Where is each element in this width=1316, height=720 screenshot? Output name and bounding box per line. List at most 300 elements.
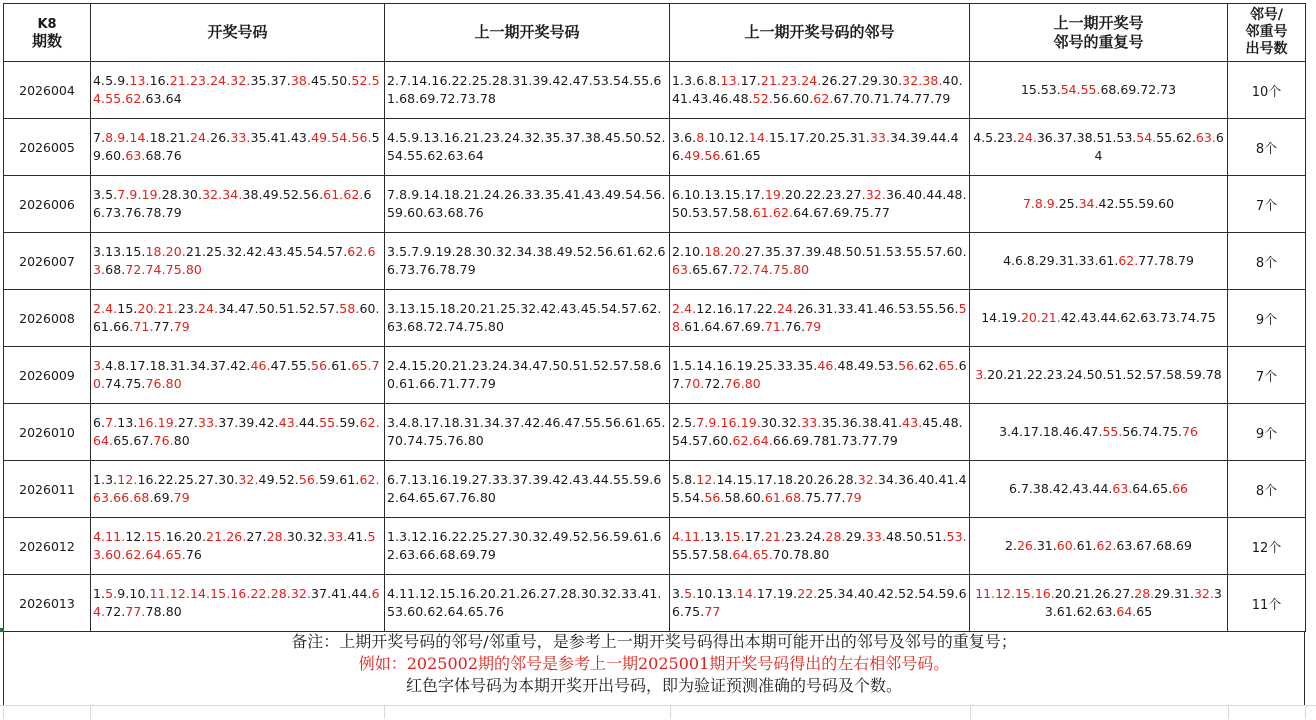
note-line-2: 例如：2025002期的邻号是参考上一期2025001期开奖号码得出的左右相邻号码。 <box>358 654 950 673</box>
hit-number: 22. <box>797 586 818 601</box>
table-row <box>4 119 1306 176</box>
number: 20.22.23.27. <box>785 187 866 202</box>
table-row <box>4 62 1306 119</box>
hit-number: 33. <box>198 415 219 430</box>
hit-number: 32.38. <box>902 73 943 88</box>
hit-count-cell: 10个 <box>1228 62 1306 119</box>
hit-number: 18.20. <box>704 244 745 259</box>
number: 27. <box>246 529 267 544</box>
number: 36.40.44.48.50.53.57.58. <box>672 187 967 220</box>
table-row <box>4 518 1306 575</box>
number: 3.4.17.18.46.47. <box>999 424 1103 439</box>
number: 66.73.76.78.79 <box>93 187 372 220</box>
hit-number: 65.70. <box>93 358 380 391</box>
gridline <box>1305 705 1306 719</box>
hit-number: 61.68. <box>764 490 806 505</box>
number: 63.67.68.69 <box>1116 538 1192 553</box>
draw-numbers-cell <box>91 176 385 233</box>
number: 12.16.17.22. <box>696 301 777 316</box>
hit-number: 66 <box>1172 481 1188 496</box>
number: 4.5.23. <box>973 130 1017 145</box>
number: 7. <box>93 130 106 145</box>
note-line-1: 备注：上期开奖号码的邻号/邻重号，是参考上一期开奖号码得出本期可能开出的邻号及邻号的重复号； <box>291 632 1017 651</box>
number: 75.77. <box>805 490 846 505</box>
number: 64.67.69.75.77 <box>793 205 890 220</box>
number: 34.36.40.41.45.54. <box>672 472 967 505</box>
header-prev-draw: 上一期开奖号码 <box>385 4 670 62</box>
number: 14.15.17.18.20.26.28. <box>716 472 858 487</box>
hit-number: 76 <box>1182 424 1198 439</box>
hit-number: 21.26. <box>206 529 247 544</box>
prev-neighbors-cell <box>670 233 970 290</box>
hit-number: 4.11. <box>672 529 705 544</box>
number: 20.21.26.27. <box>1054 586 1135 601</box>
neighbor-repeats-cell <box>970 575 1228 632</box>
number: 68.69.72.73 <box>1100 82 1177 97</box>
number: 35.36.38.41. <box>821 415 903 430</box>
number: 61. <box>1076 538 1097 553</box>
cell-selection-marker <box>0 628 4 632</box>
hit-number: 46. <box>250 358 271 373</box>
hit-number: 62. <box>1096 538 1117 553</box>
table-row <box>4 404 1306 461</box>
prev-neighbors-cell <box>670 119 970 176</box>
number: 58.60. <box>724 490 765 505</box>
number: 10.13. <box>696 586 737 601</box>
hit-number: 13. <box>720 73 741 88</box>
number: 70.78.80 <box>772 547 830 562</box>
draw-numbers-cell <box>91 62 385 119</box>
hit-number: 53.60.62.64.65. <box>93 529 376 562</box>
prev-draw-cell: 1.3.12.16.22.25.27.30.32.49.52.56.59.61.62.63.66.68.69.79 <box>385 518 670 575</box>
prev-neighbors-cell <box>670 461 970 518</box>
hit-number: 18.20. <box>145 244 186 259</box>
number: 28.30. <box>161 187 203 202</box>
number: 72. <box>105 604 126 619</box>
hit-number: 79 <box>805 319 822 334</box>
draw-numbers-cell <box>91 290 385 347</box>
hit-number: 56. <box>898 358 919 373</box>
hit-number: 14. <box>748 130 769 145</box>
neighbor-repeats-cell <box>970 119 1228 176</box>
hit-number: 24. <box>189 130 211 145</box>
hit-number: 79 <box>173 490 190 505</box>
number: 42.43.44.62.63.73.74.75 <box>1060 310 1216 325</box>
header-draw: 开奖号码 <box>91 4 385 62</box>
period-cell: 2026011 <box>4 461 91 518</box>
table-row <box>4 347 1306 404</box>
hit-number: 53. <box>946 529 967 544</box>
hit-number: 24. <box>1016 130 1037 145</box>
period-cell: 2026007 <box>4 233 91 290</box>
hit-number: 76.80 <box>724 376 761 391</box>
hit-number: 15. <box>724 529 745 544</box>
gridline <box>970 705 971 719</box>
draw-numbers-cell <box>91 404 385 461</box>
number: 26.27.29.30. <box>821 73 903 88</box>
number: 65.67. <box>113 433 154 448</box>
hit-number: 16.19. <box>720 415 761 430</box>
hit-number: 63. <box>125 148 146 163</box>
neighbor-repeats-cell <box>970 62 1228 119</box>
number: 64 <box>1094 130 1224 163</box>
hit-number: 13. <box>129 73 150 88</box>
prev-neighbors-cell <box>670 290 970 347</box>
number: 26. <box>210 130 231 145</box>
number: 45.48.54.57.60. <box>672 415 963 448</box>
neighbor-repeats-cell <box>970 290 1228 347</box>
hit-number: 19. <box>764 187 786 202</box>
neighbor-repeats-cell <box>970 518 1228 575</box>
hit-number: 63. <box>1195 130 1216 145</box>
number: 27. <box>177 415 199 430</box>
header-repeats-line2: 邻号的重复号 <box>1053 32 1144 51</box>
hit-count-cell: 7个 <box>1228 176 1306 233</box>
hit-number: 71. <box>764 319 786 334</box>
hit-number: 7.9.19. <box>117 187 162 202</box>
number: 30.32. <box>286 529 328 544</box>
hit-number: 56. <box>298 472 320 487</box>
header-period-line1: K8 <box>37 16 57 32</box>
number: 25.34.40.42.52.54.59.66.75. <box>672 586 967 619</box>
period-cell: 2026009 <box>4 347 91 404</box>
number: 29.31. <box>1154 586 1194 601</box>
number: 33.61.62.63. <box>1044 586 1222 619</box>
number: 12. <box>125 529 146 544</box>
number: 61.65 <box>724 148 761 163</box>
hit-number: 52. <box>752 91 773 106</box>
hit-number: 33. <box>327 529 348 544</box>
period-cell: 2026010 <box>4 404 91 461</box>
hit-number: 32.34. <box>202 187 243 202</box>
gridline <box>384 705 385 719</box>
hit-number: 8. <box>696 130 709 145</box>
prev-draw-cell: 6.7.13.16.19.27.33.37.39.42.43.44.55.59.62.64.65.67.76.80 <box>385 461 670 518</box>
number: 68. <box>105 262 126 277</box>
hit-number: 76.80 <box>145 376 182 391</box>
number: 17. <box>740 73 761 88</box>
number: 1.3. <box>93 472 118 487</box>
hit-count-cell: 11个 <box>1228 575 1306 632</box>
hit-number: 33. <box>230 130 251 145</box>
hit-number: 34. <box>1078 196 1099 211</box>
hit-number: 62. <box>813 91 834 106</box>
table-row <box>4 575 1306 632</box>
hit-number: 62.64. <box>732 433 773 448</box>
period-cell: 2026008 <box>4 290 91 347</box>
number: 4.8.17.18.31.34.37.42. <box>105 358 251 373</box>
hit-number: 21. <box>764 529 786 544</box>
number: 67. <box>672 358 967 391</box>
header-prev-neighbor-repeats <box>970 4 1228 62</box>
number: 2. <box>1005 538 1017 553</box>
hit-number: 33. <box>801 415 822 430</box>
number: 1.5.14.16.19.25.33.35. <box>672 358 818 373</box>
prev-neighbors-cell <box>670 347 970 404</box>
number: 4.6.8.29.31.33.61. <box>1003 253 1119 268</box>
hit-number: 24. <box>198 301 219 316</box>
hit-number: 5. <box>105 586 118 601</box>
number: 15.53. <box>1020 82 1061 97</box>
hit-number: 60. <box>1056 538 1077 553</box>
hit-number: 7.9. <box>696 415 721 430</box>
hit-count-cell: 8个 <box>1228 119 1306 176</box>
gridline <box>670 705 671 719</box>
number: 16.22.25.27.30. <box>137 472 239 487</box>
number: 66.69.781.73.77.79 <box>772 433 898 448</box>
number: 2.10. <box>672 244 705 259</box>
number: 10.12. <box>708 130 749 145</box>
number: 65.67. <box>692 262 733 277</box>
hit-number: 2.4. <box>672 301 697 316</box>
number: 31. <box>1036 538 1057 553</box>
number: 38.49.52.56. <box>242 187 324 202</box>
gridline <box>1228 705 1229 719</box>
hit-count-cell: 9个 <box>1228 290 1306 347</box>
number: 37.41.44. <box>311 586 372 601</box>
prev-neighbors-cell <box>670 62 970 119</box>
hit-number: 3. <box>975 367 988 382</box>
hit-number: 32. <box>238 472 259 487</box>
number: 41. <box>347 529 368 544</box>
number: 60.61.66. <box>93 301 380 334</box>
hit-number: 49.54.56. <box>311 130 372 145</box>
period-cell: 2026012 <box>4 518 91 575</box>
hit-number: 61.62. <box>323 187 364 202</box>
hit-number: 49.56. <box>684 148 725 163</box>
hit-number: 4.11. <box>93 529 126 544</box>
number: 49.52. <box>258 472 299 487</box>
number: 2.5. <box>672 415 697 430</box>
hit-number: 72.74.75.80 <box>732 262 810 277</box>
header-count-line2: 邻重号 <box>1245 24 1288 40</box>
period-cell: 2026005 <box>4 119 91 176</box>
prev-neighbors-cell <box>670 176 970 233</box>
neighbor-repeats-cell <box>970 461 1228 518</box>
hit-number: 56. <box>704 490 725 505</box>
prev-draw-cell: 3.5.7.9.19.28.30.32.34.38.49.52.56.61.62.66.73.76.78.79 <box>385 233 670 290</box>
prev-draw-cell: 4.5.9.13.16.21.23.24.32.35.37.38.45.50.52.54.55.62.63.64 <box>385 119 670 176</box>
hit-number: 65. <box>938 358 959 373</box>
hit-number: 32. <box>865 187 886 202</box>
hit-number: 64. <box>93 586 380 619</box>
table-body <box>4 62 1306 632</box>
draw-numbers-cell <box>91 119 385 176</box>
hit-number: 54.55. <box>1060 82 1101 97</box>
number: 67.70.71.74.77.79 <box>833 91 951 106</box>
hit-number: 79 <box>173 319 190 334</box>
hit-number: 21.23.24. <box>760 73 822 88</box>
number: 26.31.33.41.46.53.55.56. <box>797 301 959 316</box>
neighbor-repeats-cell <box>970 233 1228 290</box>
header-period <box>4 4 91 62</box>
neighbor-repeats-cell <box>970 404 1228 461</box>
header-count-line1: 邻号/ <box>1249 7 1284 23</box>
header-period-line2: 期数 <box>31 31 62 50</box>
hit-number: 14. <box>736 586 757 601</box>
number: 44. <box>298 415 320 430</box>
number: 69. <box>153 490 174 505</box>
hit-number: 58. <box>672 301 967 334</box>
hit-number: 64.65. <box>732 547 773 562</box>
number: 29. <box>845 529 866 544</box>
number: 64.65. <box>1132 481 1173 496</box>
number: 3. <box>672 586 685 601</box>
hit-number: 26. <box>1016 538 1037 553</box>
number: 1.3.6.8. <box>672 73 721 88</box>
hit-number: 62.64. <box>93 415 380 448</box>
number: 18.21. <box>149 130 190 145</box>
hit-number: 2.4. <box>93 301 118 316</box>
number: 36.37.38.51.53. <box>1036 130 1137 145</box>
number: 9.10. <box>117 586 150 601</box>
number: 35.37. <box>250 73 291 88</box>
hit-number: 15. <box>145 529 166 544</box>
hit-number: 12. <box>696 472 717 487</box>
hit-number: 55. <box>1102 424 1123 439</box>
prev-draw-cell: 2.4.15.20.21.23.24.34.47.50.51.52.57.58.60.61.66.71.77.79 <box>385 347 670 404</box>
hit-number: 7. <box>105 415 118 430</box>
number: 3.5. <box>93 187 118 202</box>
hit-number: 77 <box>704 604 721 619</box>
number: 34.39.44.46. <box>672 130 959 163</box>
number: 48.50.51. <box>885 529 947 544</box>
hit-number: 70. <box>684 376 705 391</box>
number: 77.78.79 <box>1138 253 1194 268</box>
number: 55.57.58. <box>672 547 733 562</box>
number: 63.64 <box>145 91 182 106</box>
table-row <box>4 176 1306 233</box>
hit-number: 55. <box>319 415 340 430</box>
number: 59. <box>339 415 360 430</box>
prev-neighbors-cell <box>670 575 970 632</box>
lottery-table <box>3 3 1306 632</box>
hit-number: 79 <box>845 490 862 505</box>
number: 56.60. <box>772 91 814 106</box>
number: 61. <box>331 358 352 373</box>
hit-number: 58. <box>339 301 360 316</box>
number: 34.47.50.51.52.57. <box>218 301 340 316</box>
hit-number: 76. <box>153 433 174 448</box>
number: 72. <box>704 376 725 391</box>
number: 68.76 <box>145 148 182 163</box>
draw-numbers-cell <box>91 461 385 518</box>
hit-number: 46. <box>817 358 838 373</box>
hit-number: 62.63. <box>93 244 376 277</box>
number: 37.39.42. <box>218 415 279 430</box>
number: 6.7.38.42.43.44. <box>1009 481 1113 496</box>
hit-number: 12. <box>117 472 138 487</box>
hit-number: 28. <box>825 529 846 544</box>
number: 65 <box>1136 604 1153 619</box>
number: 21.25.32.42.43.45.54.57. <box>185 244 348 259</box>
hit-number: 7.8.9. <box>1022 196 1059 211</box>
number: 61.64.67.69. <box>684 319 765 334</box>
hit-count-cell: 8个 <box>1228 233 1306 290</box>
hit-number: 8.9. <box>105 130 130 145</box>
hit-number: 5. <box>684 586 697 601</box>
period-cell: 2026013 <box>4 575 91 632</box>
hit-number: 63. <box>672 262 693 277</box>
draw-numbers-cell <box>91 575 385 632</box>
number: 48.49.53. <box>837 358 899 373</box>
hit-number: 20.21. <box>137 301 178 316</box>
hit-count-cell: 9个 <box>1228 404 1306 461</box>
draw-numbers-cell <box>91 347 385 404</box>
hit-number: 43. <box>278 415 299 430</box>
number: 3.13.15. <box>93 244 146 259</box>
hit-number: 11.12.15.16. <box>975 586 1055 601</box>
prev-draw-cell: 7.8.9.14.18.21.24.26.33.35.41.43.49.54.56.59.60.63.68.76 <box>385 176 670 233</box>
hit-number: 33. <box>869 130 891 145</box>
number: 17. <box>744 529 765 544</box>
number: 47.55. <box>270 358 312 373</box>
number: 45.50. <box>311 73 352 88</box>
number: 14.19. <box>981 310 1021 325</box>
neighbor-repeats-cell <box>970 176 1228 233</box>
hit-number: 43. <box>902 415 923 430</box>
header-count-line3: 出号数 <box>1245 41 1288 57</box>
table-row <box>4 233 1306 290</box>
hit-number: 21.23.24.32. <box>169 73 251 88</box>
number: 77. <box>153 319 174 334</box>
hit-number: 20.21. <box>1020 310 1061 325</box>
hit-number: 38. <box>290 73 312 88</box>
prev-draw-cell: 4.11.12.15.16.20.21.26.27.28.30.32.33.41.53.60.62.64.65.76 <box>385 575 670 632</box>
number: 5.8. <box>672 472 697 487</box>
number: 25. <box>1058 196 1079 211</box>
hit-number: 72.74.75.80 <box>125 262 202 277</box>
hit-number: 32. <box>857 472 878 487</box>
hit-number: 77. <box>125 604 146 619</box>
period-cell: 2026004 <box>4 62 91 119</box>
hit-number: 24. <box>776 301 798 316</box>
number: 3.6. <box>672 130 697 145</box>
hit-number: 52.54.55.62. <box>93 73 380 106</box>
number: 74.75. <box>105 376 146 391</box>
hit-number: 62.63.66.68. <box>93 472 380 505</box>
header-row <box>4 4 1306 62</box>
prev-draw-cell: 3.4.8.17.18.31.34.37.42.46.47.55.56.61.65.70.74.75.76.80 <box>385 404 670 461</box>
number: 20.21.22.23.24.50.51.52.57.58.59.78 <box>987 367 1222 382</box>
number: 78.80 <box>145 604 182 619</box>
prev-neighbors-cell <box>670 518 970 575</box>
period-cell: 2026006 <box>4 176 91 233</box>
gridline <box>90 705 91 719</box>
table-row <box>4 290 1306 347</box>
number: 80 <box>173 433 190 448</box>
hit-count-cell: 8个 <box>1228 461 1306 518</box>
number: 15.17.20.25.31. <box>768 130 870 145</box>
neighbor-repeats-cell <box>970 347 1228 404</box>
number: 6. <box>93 415 106 430</box>
prev-draw-cell: 3.13.15.18.20.21.25.32.42.43.45.54.57.62.63.68.72.74.75.80 <box>385 290 670 347</box>
number: 6.10.13.15.17. <box>672 187 765 202</box>
number: 56.74.75. <box>1122 424 1182 439</box>
number: 16. <box>149 73 170 88</box>
number: 59.60. <box>93 130 380 163</box>
header-prev-neighbors: 上一期开奖号码的邻号 <box>670 4 970 62</box>
hit-number: 33. <box>865 529 886 544</box>
number: 13. <box>117 415 138 430</box>
hit-number: 32. <box>1193 586 1214 601</box>
header-count <box>1228 4 1306 62</box>
hit-number: 16.19. <box>137 415 178 430</box>
number: 42.55.59.60 <box>1098 196 1175 211</box>
number: 40.41.43.46.48. <box>672 73 963 106</box>
hit-number: 28. <box>1134 586 1155 601</box>
number: 59.61. <box>319 472 360 487</box>
